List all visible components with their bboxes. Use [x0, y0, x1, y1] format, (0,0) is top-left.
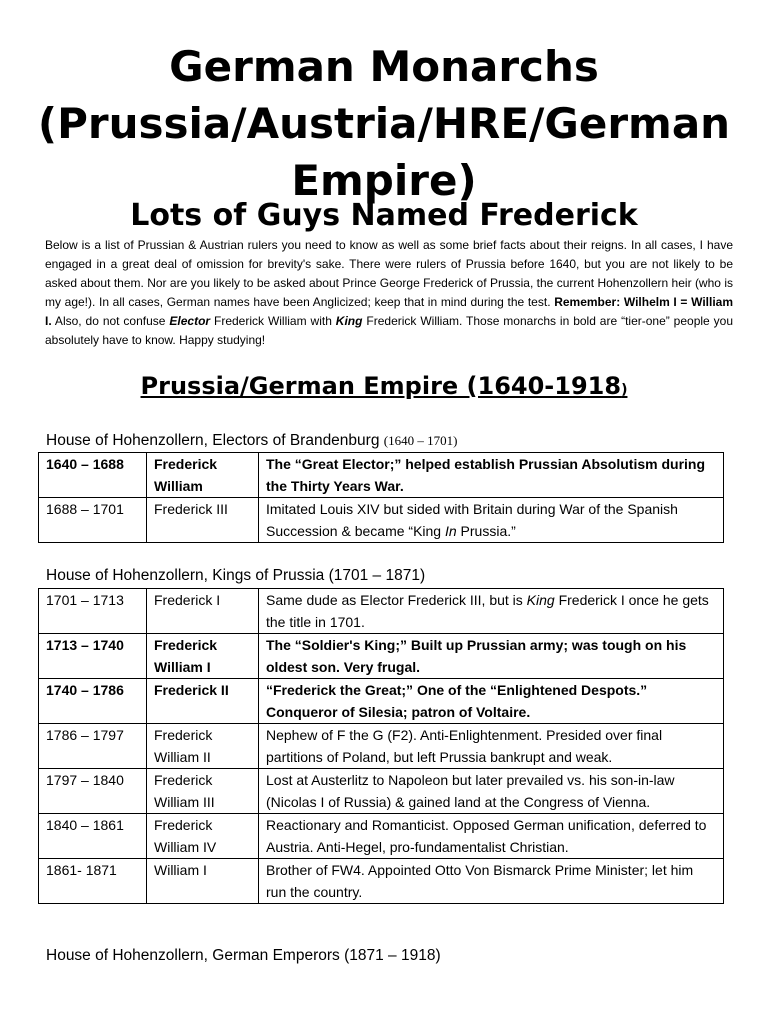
table-row	[39, 634, 724, 679]
table-row	[39, 859, 724, 904]
reign-notes-text: Imitated Louis XIV but sided with Britain during War of the Spanish Succession & became “King	[266, 501, 678, 539]
kings-caption: House of Hohenzollern, Kings of Prussia (1701 – 1871)	[46, 567, 426, 584]
ruler-name: Frederick William	[147, 453, 259, 498]
reign-notes-emphasis: King	[526, 592, 555, 608]
reign-dates: 1797 – 1840	[39, 769, 147, 814]
electors-table	[38, 452, 724, 543]
reign-notes-text: Prussia.”	[456, 523, 516, 539]
reign-notes: Reactionary and Romanticist. Opposed German unification, deferred to Austria. Anti-Hegel, pro-fundamentalist Christian.	[259, 814, 724, 859]
kings-table	[38, 588, 724, 904]
intro-text-4: Frederick William. Those monarchs in bold are “tier-one” people you absolutely have to know. Happy studying!	[45, 314, 733, 347]
section-heading-text: Prussia/German Empire (1640-1918	[140, 372, 622, 400]
reign-notes: Nephew of F the G (F2). Anti-Enlightenment. Presided over final partitions of Poland, but left Prussia bankrupt and weak.	[259, 724, 724, 769]
page-title: German Monarchs (Prussia/Austria/HRE/German Empire)	[37, 42, 731, 205]
ruler-name: Frederick William III	[147, 769, 259, 814]
intro-text-1: Below is a list of Prussian & Austrian rulers you need to know as well as some brief facts about their reigns. In all cases, I have engaged in a great deal of omission for brevity's sake. There were rulers of Prussia before 1640, but you are not likely to be asked about them. Nor are you likely to be asked about Prince George Frederick of Prussia, the current Hohenzollern heir (who is my age!). In all cases, German names have been Anglicized; keep that in mind during the test.	[45, 238, 733, 309]
table-row	[39, 679, 724, 724]
ruler-name: Frederick II	[147, 679, 259, 724]
intro-king-emphasis: King	[335, 314, 363, 328]
reign-notes: The “Great Elector;” helped establish Prussian Absolutism during the Thirty Years War.	[259, 453, 724, 498]
section-heading	[30, 366, 738, 410]
electors-caption-dates: (1640 – 1701)	[383, 433, 458, 448]
ruler-name: Frederick III	[147, 498, 259, 543]
table-row	[39, 814, 724, 859]
electors-caption-text: House of Hohenzollern, Electors of Brandenburg	[46, 432, 380, 449]
intro-paragraph	[45, 236, 733, 350]
reign-notes	[259, 498, 724, 543]
reign-notes	[259, 589, 724, 634]
reign-notes: The “Soldier's King;” Built up Prussian army; was tough on his oldest son. Very frugal.	[259, 634, 724, 679]
intro-text-2: Also, do not confuse	[51, 314, 170, 328]
table-row	[39, 453, 724, 498]
reign-dates: 1740 – 1786	[39, 679, 147, 724]
table-row	[39, 589, 724, 634]
intro-text-3: Frederick William with	[210, 314, 336, 328]
reign-notes-text: Same dude as Elector Frederick III, but is	[266, 592, 527, 608]
reign-notes-text: Frederick I once he gets the title in 1701.	[266, 592, 709, 630]
intro-remember-note: Remember: Wilhelm I = William I.	[45, 295, 733, 328]
table-row	[39, 498, 724, 543]
reign-dates: 1861- 1871	[39, 859, 147, 904]
ruler-name: Frederick William II	[147, 724, 259, 769]
reign-dates: 1701 – 1713	[39, 589, 147, 634]
reign-notes: Lost at Austerlitz to Napoleon but later prevailed vs. his son-in-law (Nicolas I of Russia) & gained land at the Congress of Vienna.	[259, 769, 724, 814]
reign-dates: 1840 – 1861	[39, 814, 147, 859]
section-heading-paren: )	[621, 382, 628, 398]
reign-dates: 1713 – 1740	[39, 634, 147, 679]
table-row	[39, 769, 724, 814]
intro-elector-emphasis: Elector	[169, 314, 211, 328]
table-row	[39, 724, 724, 769]
ruler-name: Frederick William I	[147, 634, 259, 679]
reign-notes: “Frederick the Great;” One of the “Enlightened Despots.” Conqueror of Silesia; patron of Voltaire.	[259, 679, 724, 724]
electors-caption	[46, 430, 457, 452]
ruler-name: Frederick I	[147, 589, 259, 634]
emperors-caption: House of Hohenzollern, German Emperors (1871 – 1918)	[46, 947, 441, 964]
ruler-name: William I	[147, 859, 259, 904]
reign-notes-emphasis: In	[444, 523, 457, 539]
page-subtitle: Lots of Guys Named Frederick	[130, 198, 638, 233]
reign-dates: 1688 – 1701	[39, 498, 147, 543]
reign-notes: Brother of FW4. Appointed Otto Von Bismarck Prime Minister; let him run the country.	[259, 859, 724, 904]
reign-dates: 1786 – 1797	[39, 724, 147, 769]
reign-dates: 1640 – 1688	[39, 453, 147, 498]
ruler-name: Frederick William IV	[147, 814, 259, 859]
